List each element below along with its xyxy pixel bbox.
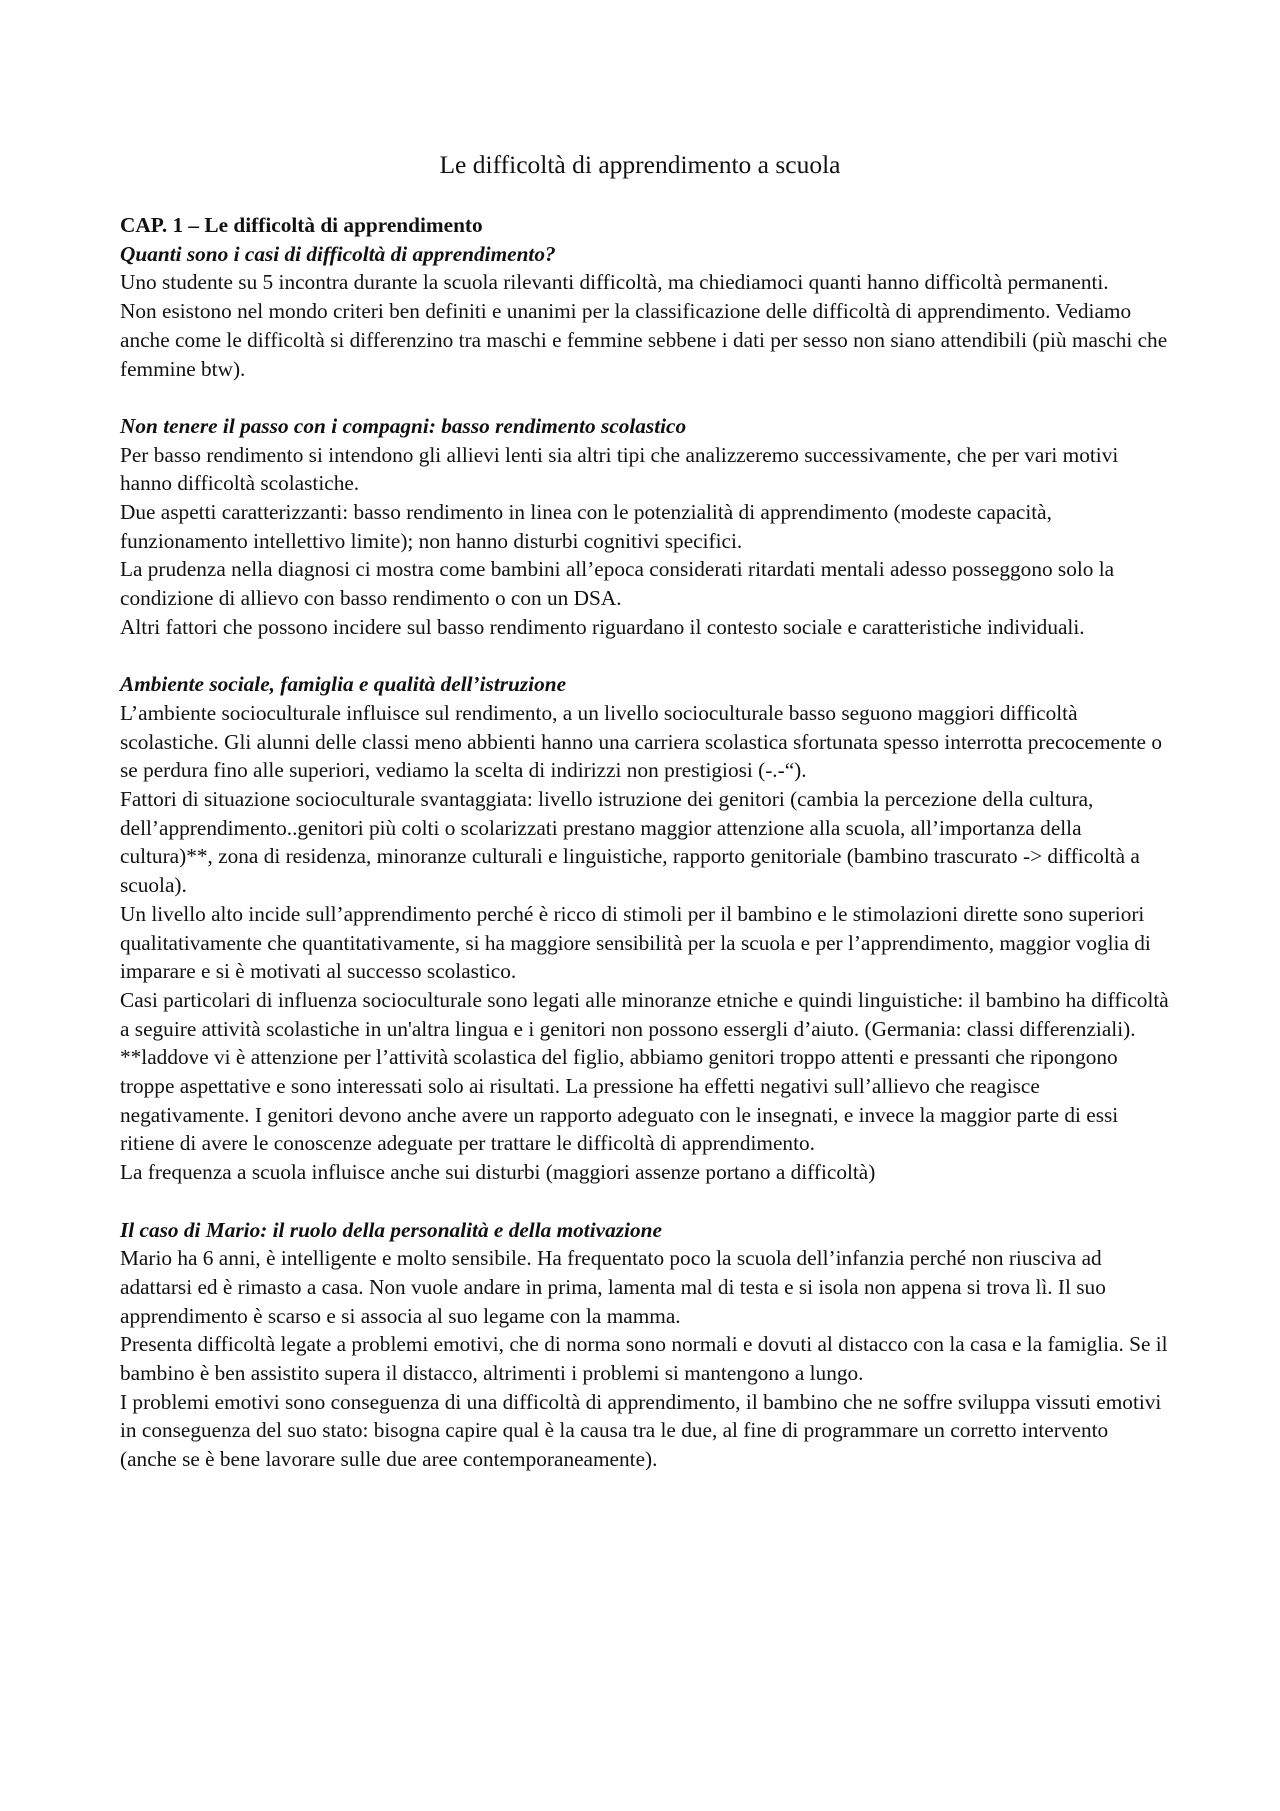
paragraph: Casi particolari di influenza socioculturale sono legati alle minoranze etniche e quindi linguistiche: il bambino ha difficoltà a seguire attività scolastiche in un'altra lingua e i genitori non possono essergli d’aiuto. (Germania: classi differenziali). <box>120 987 1169 1041</box>
paragraph: La prudenza nella diagnosi ci mostra come bambini all’epoca considerati ritardati mentali adesso posseggono solo la condizione di allievo con basso rendimento o con un DSA. <box>120 557 1115 611</box>
section-heading: Non tenere il passo con i compagni: basso rendimento scolastico <box>120 413 687 438</box>
section-heading: Il caso di Mario: il ruolo della personalità e della motivazione <box>120 1217 662 1242</box>
paragraph: **laddove vi è attenzione per l’attività scolastica del figlio, abbiamo genitori troppo attenti e pressanti che ripongono troppe aspettative e sono interessati solo ai risultati. La pressione ha effetti negativi sull’allievo che reagisce negativamente. I genitori devono anche avere un rapporto adeguato con le insegnati, e invece la maggior parte di essi ritiene di avere le conoscenze adeguate per trattare le difficoltà di apprendimento. <box>120 1045 1119 1156</box>
paragraph: L’ambiente socioculturale influisce sul rendimento, a un livello socioculturale basso seguono maggiori difficoltà scolastiche. Gli alunni delle classi meno abbienti hanno una carriera scolastica sfortunata spesso interrotta precocemente o se perdura fino alle superiori, vediamo la scelta di indirizzi non prestigiosi (-.-“). <box>120 700 1162 783</box>
paragraph: Altri fattori che possono incidere sul basso rendimento riguardano il contesto sociale e caratteristiche individuali. <box>120 614 1085 639</box>
document-body <box>120 211 1170 1474</box>
paragraph: Uno studente su 5 incontra durante la scuola rilevanti difficoltà, ma chiediamoci quanti hanno difficoltà permanenti. <box>120 270 1109 295</box>
paragraph: Due aspetti caratterizzanti: basso rendimento in linea con le potenzialità di apprendimento (modeste capacità, funzionamento intellettivo limite); non hanno disturbi cognitivi specifici. <box>120 500 1052 553</box>
paragraph: I problemi emotivi sono conseguenza di una difficoltà di apprendimento, il bambino che ne soffre sviluppa vissuti emotivi in conseguenza del suo stato: bisogna capire qual è la causa tra le due, al fine di programmare un corretto intervento (anche se è bene lavorare sulle due aree contemporaneamente). <box>120 1389 1162 1472</box>
document-title: Le difficoltà di apprendimento a scuola <box>439 150 841 179</box>
paragraph: Un livello alto incide sull’apprendimento perché è ricco di stimoli per il bambino e le stimolazioni dirette sono superiori qualitativamente che quantitativamente, si ha maggiore sensibilità per la scuola e per l’apprendimento, maggior voglia di imparare e si è motivati al successo scolastico. <box>120 901 1151 984</box>
section-spacer <box>120 642 1170 671</box>
section-heading: Ambiente sociale, famiglia e qualità dell’istruzione <box>120 672 567 697</box>
paragraph: Per basso rendimento si intendono gli allievi lenti sia altri tipi che analizzeremo successivamente, che per vari motivi hanno difficoltà scolastiche. <box>120 442 1119 496</box>
paragraph: La frequenza a scuola influisce anche sui disturbi (maggiori assenze portano a difficoltà) <box>120 1160 876 1185</box>
section-spacer <box>120 383 1170 412</box>
paragraph: Mario ha 6 anni, è intelligente e molto sensibile. Ha frequentato poco la scuola dell’infanzia perché non riusciva ad adattarsi ed è rimasto a casa. Non vuole andare in prima, lamenta mal di testa e si isola non appena si trova lì. Il suo apprendimento è scarso e si associa al suo legame con la mamma. <box>120 1246 1106 1328</box>
section-spacer <box>120 1187 1170 1216</box>
paragraph: Fattori di situazione socioculturale svantaggiata: livello istruzione dei genitori (cambia la percezione della cultura, dell’apprendimento..genitori più colti o scolarizzati prestano maggior attenzione alla scuola, all’importanza della cultura)**, zona di residenza, minoranze culturali e linguistiche, rapporto genitoriale (bambino trascurato -> difficoltà a scuola). <box>120 787 1140 898</box>
section-heading: Quanti sono i casi di difficoltà di apprendimento? <box>120 241 556 266</box>
paragraph: Presenta difficoltà legate a problemi emotivi, che di norma sono normali e dovuti al distacco con la casa e la famiglia. Se il bambino è ben assistito supera il distacco, altrimenti i problemi si mantengono a lungo. <box>120 1332 1168 1386</box>
chapter-heading: CAP. 1 – Le difficoltà di apprendimento <box>120 213 483 237</box>
paragraph: Non esistono nel mondo criteri ben definiti e unanimi per la classificazione delle difficoltà di apprendimento. Vediamo anche come le difficoltà si differenzino tra maschi e femmine sebbene i dati per sesso non siano attendibili (più maschi che femmine btw). <box>120 299 1168 381</box>
